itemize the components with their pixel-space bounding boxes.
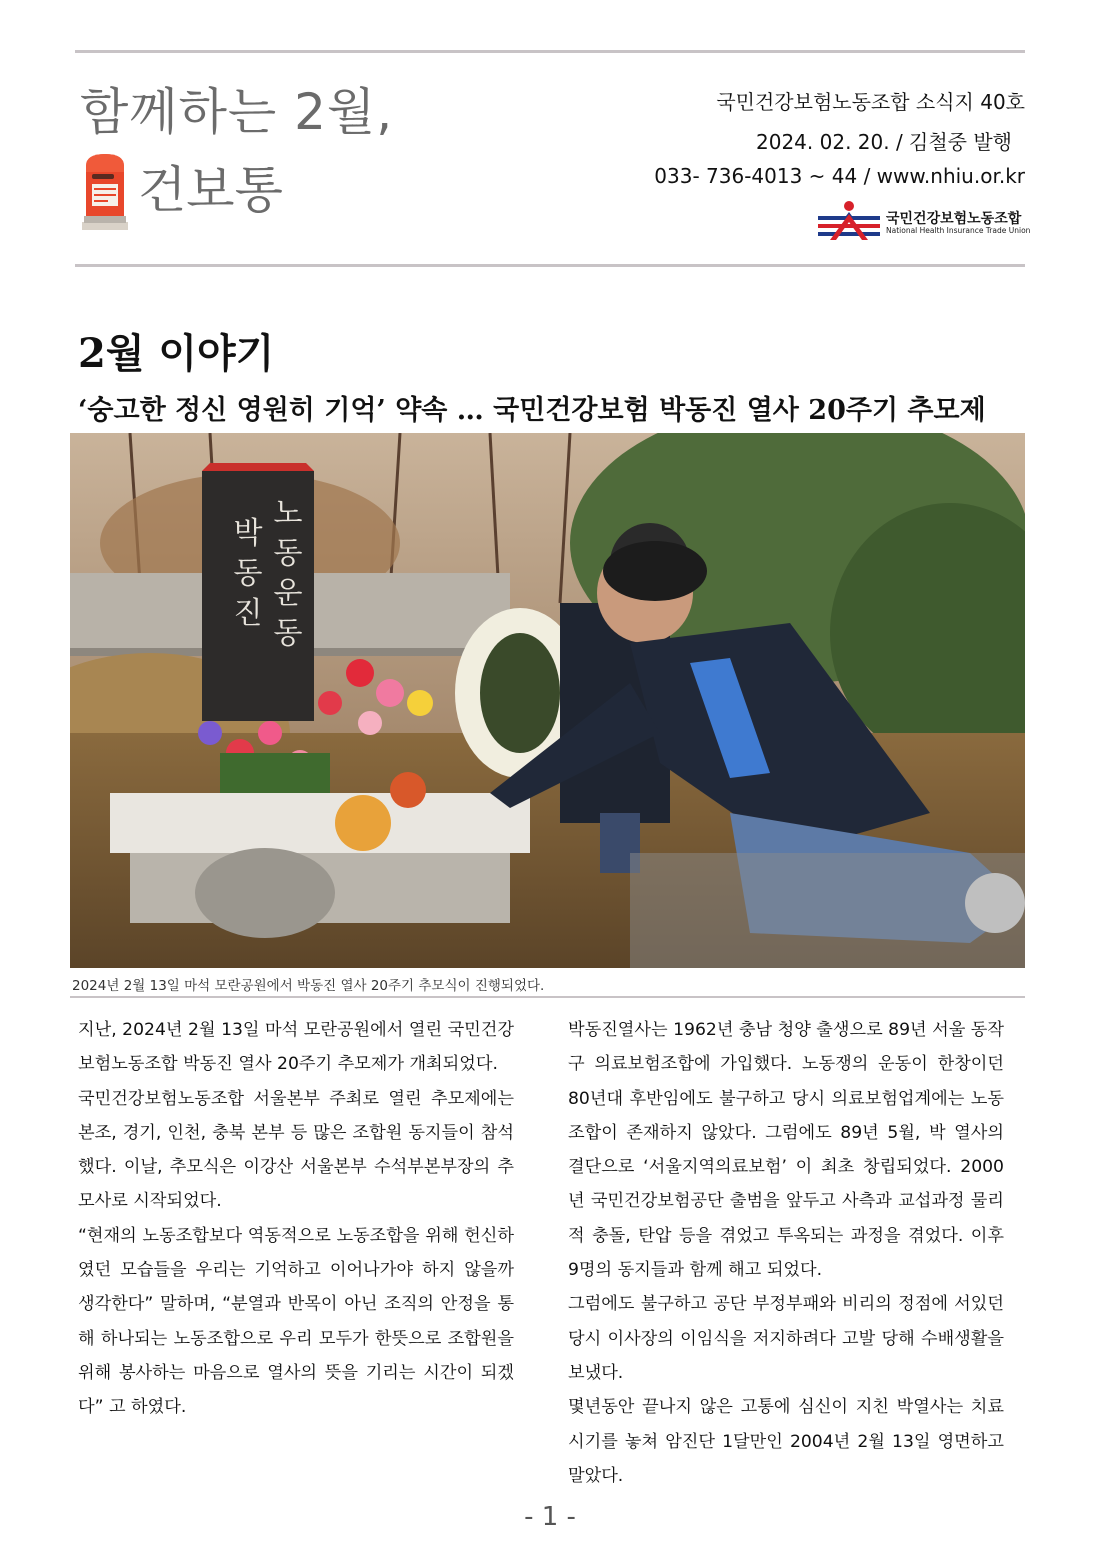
paragraph: “현재의 노동조합보다 역동적으로 노동조합을 위해 헌신하였던 모습들을 우리는 기억하고 이어나가야 하지 않을까 생각한다” 말하며, “분열과 반목이 아닌 조직의 안정을 통해 하나되는 노동조합으로 우리 모두가 한뜻으로 조합원을 위해 봉사하는 마음으로 열사의 뜻을 기리는 시간이 되겠다” 고 하였다. <box>78 1225 514 1418</box>
body-left-column <box>78 1013 514 1425</box>
contact-line: 033- 736-4013 ~ 44 / www.nhiu.or.kr <box>654 164 1025 188</box>
page-number: - 1 - <box>524 1502 576 1532</box>
logo-name-ko: 국민건강보험노동조합 <box>886 211 1022 227</box>
article-headline: ‘숭고한 정신 영원히 기억’ 약속 … 국민건강보험 박동진 열사 20주기 추모제 <box>78 395 986 426</box>
top-rule <box>75 50 1025 53</box>
svg-text:진: 진 <box>233 596 263 631</box>
svg-text:박: 박 <box>233 516 263 551</box>
svg-text:동: 동 <box>273 616 303 651</box>
paragraph: 국민건강보험노동조합 서울본부 주최로 열린 추모제에는 본조, 경기, 인천, 충북 본부 등 많은 조합원 동지들이 참석했다. 이날, 추모식은 이강산 서울본부 수석부본부장의 추모사로 시작되었다. <box>78 1088 514 1212</box>
memorial-photo-image <box>70 433 1025 968</box>
svg-text:노: 노 <box>273 496 303 531</box>
section-title: 2월 이야기 <box>78 330 275 377</box>
svg-text:운: 운 <box>273 576 303 611</box>
photo-caption: 2024년 2월 13일 마석 모란공원에서 박동진 열사 20주기 추모식이 진행되었다. <box>72 978 545 994</box>
svg-text:동: 동 <box>233 556 263 591</box>
paragraph: 박동진열사는 1962년 충남 청양 출생으로 89년 서울 동작구 의료보험조합에 가입했다. 노동쟁의 운동이 한창이던 80년대 후반임에도 불구하고 당시 의료보험업계에는 노동조합이 존재하지 않았다. 그럼에도 89년 5월, 박 열사의 결단으로 ‘서울지역의료보험’ 이 최초 창립되었다. 2000년 국민건강보험공단 출범을 앞두고 사측과 교섭과정 물리적 충돌, 탄압 등을 겪었고 투옥되는 과정을 겪었다. 이후 9명의 동지들과 함께 해고 되었다. <box>568 1020 1004 1281</box>
body-right-column <box>568 1013 1004 1493</box>
svg-text:동: 동 <box>273 536 303 571</box>
header-bottom-rule <box>75 264 1025 267</box>
paragraph: 몇년동안 끝나지 않은 고통에 심신이 지친 박열사는 치료 시기를 놓쳐 암진단 1달만인 2004년 2월 13일 영면하고 말았다. <box>568 1397 1004 1486</box>
logo-name-en: National Health Insurance Trade Union <box>886 226 1031 235</box>
postbox-icon <box>78 152 132 232</box>
paragraph: 그럼에도 불구하고 공단 부정부패와 비리의 정점에 서있던 당시 이사장의 이임식을 저지하려다 고발 당해 수배생활을 보냈다. <box>568 1294 1004 1383</box>
date-publisher-line: 2024. 02. 20. / 김철중 발행 <box>756 130 1012 154</box>
caption-rule <box>70 996 1025 998</box>
issue-line: 국민건강보험노동조합 소식지 40호 <box>716 90 1025 114</box>
masthead-subtitle: 건보통 <box>138 161 283 219</box>
union-logo-icon <box>816 200 882 242</box>
memorial-photo <box>70 433 1025 968</box>
union-logo <box>816 200 1031 242</box>
paragraph: 지난, 2024년 2월 13일 마석 모란공원에서 열린 국민건강보험노동조합 박동진 열사 20주기 추모제가 개최되었다. <box>78 1020 514 1075</box>
masthead-title: 함께하는 2월, <box>80 83 394 141</box>
